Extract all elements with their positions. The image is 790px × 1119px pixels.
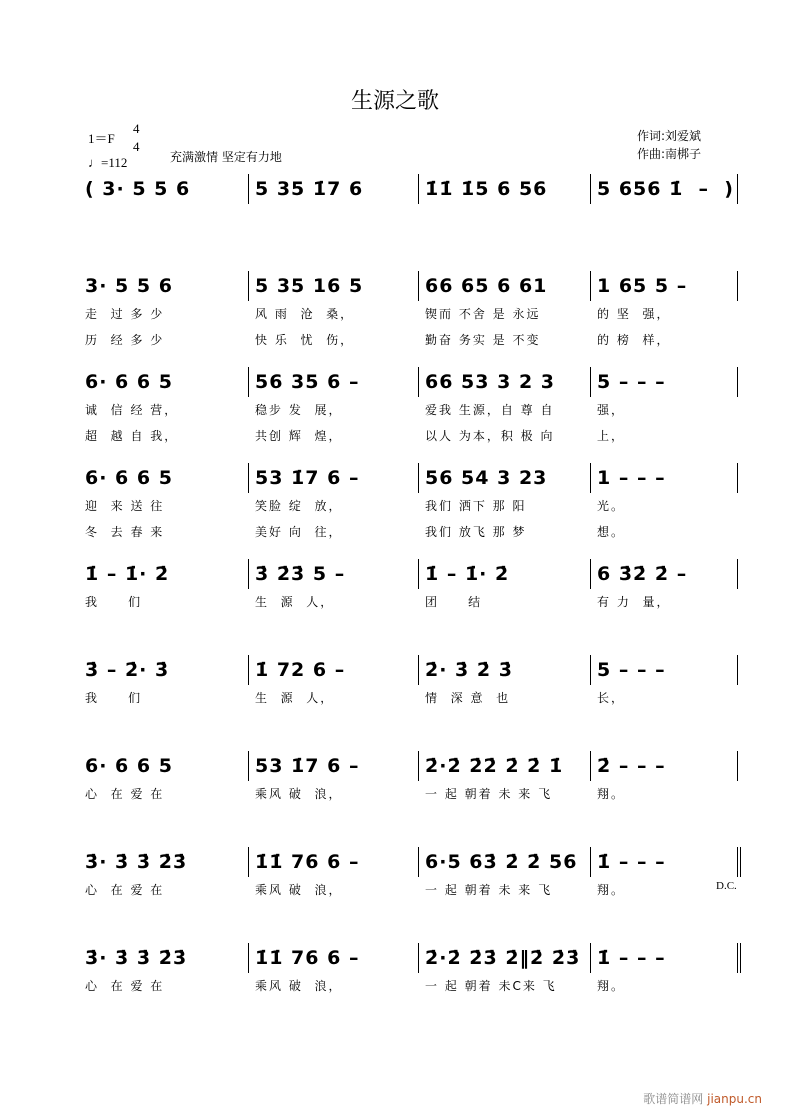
song-title: 生源之歌 — [350, 89, 439, 114]
lyric-line-1: 走 过 多 少 — [85, 307, 165, 321]
time-bottom: 4 — [133, 139, 140, 154]
barline — [737, 751, 738, 781]
barline — [418, 943, 419, 973]
lyric-line-2: 超 越 自 我， — [85, 429, 179, 443]
lyric-line-1: 有 力 量， — [597, 595, 671, 609]
measure-notes: 1̇1̇ 76 6 – — [255, 947, 360, 969]
barline — [248, 655, 249, 685]
barline — [590, 655, 591, 685]
barline — [418, 559, 419, 589]
measure-notes: 6 3̇2̇ 2̇ – — [597, 563, 688, 585]
barline — [590, 751, 591, 781]
measure-notes: 53 1̇7 6 – — [255, 467, 360, 489]
lyric-line-2: 快 乐 忧 伤， — [255, 333, 355, 347]
lyric-line-1: 乘风 破 浪， — [255, 979, 343, 993]
barline — [418, 847, 419, 877]
lyric-line-1: 一 起 朝着 未 来 飞 — [425, 787, 553, 801]
lyric-line-2: 冬 去 春 来 — [85, 525, 165, 539]
staff-row — [0, 659, 790, 751]
measure-notes: 66 53 3 2 3 — [425, 371, 556, 393]
lyric-line-1: 一 起 朝着 未C来 飞 — [425, 979, 557, 993]
measure-notes: 1̇ – 1̇· 2̇ — [85, 563, 170, 585]
lyric-line-2: 想。 — [597, 525, 626, 539]
measure-notes: 1̇ – 1̇· 2̇ — [425, 563, 510, 585]
lyric-line-1: 的 坚 强， — [597, 307, 671, 321]
lyric-line-1: 我 们 — [85, 691, 143, 705]
lyric-line-1: 翔。 — [597, 787, 626, 801]
lyric-line-1: 翔。 — [597, 979, 626, 993]
barline — [248, 751, 249, 781]
measure-notes: 5 35 1̇7 6 — [255, 178, 364, 200]
lyric-line-1: 风 雨 沧 桑， — [255, 307, 355, 321]
staff-row — [0, 467, 790, 559]
measure-notes: 56 35 6 – — [255, 371, 360, 393]
measure-notes: 1̇ – – – — [597, 851, 666, 873]
measure-notes: 5 – – – — [597, 659, 666, 681]
lyric-line-1: 乘风 破 浪， — [255, 883, 343, 897]
lyric-line-1: 我们 洒下 那 阳 — [425, 499, 527, 513]
barline — [737, 559, 738, 589]
lyric-line-1: 生 源 人， — [255, 595, 335, 609]
barline — [590, 271, 591, 301]
lyric-line-1: 强， — [597, 403, 626, 417]
lyricist-credit: 作词:刘爱斌 — [637, 129, 702, 143]
measure-notes: 5 – – – — [597, 371, 666, 393]
measure-notes: 3̇ 2̇3̇ 5 – — [255, 563, 346, 585]
measure-notes: 1̇1̇ 1̇5 6 56 — [425, 178, 548, 200]
dc-marking: D.C. — [716, 880, 737, 892]
lyric-line-1: 乘风 破 浪， — [255, 787, 343, 801]
barline — [248, 271, 249, 301]
barline — [590, 367, 591, 397]
barline — [590, 463, 591, 493]
barline — [590, 559, 591, 589]
lyric-line-2: 的 榜 样， — [597, 333, 671, 347]
barline — [590, 174, 591, 204]
staff-row — [0, 755, 790, 847]
barline — [737, 655, 738, 685]
measure-notes: 2̇· 3̇ 2̇ 3̇ — [425, 659, 513, 681]
lyric-line-1: 情 深 意 也 — [425, 691, 511, 705]
measure-notes: 3· 5 5 6 — [85, 275, 173, 297]
barline — [248, 367, 249, 397]
barline — [418, 655, 419, 685]
measure-notes: 6· 6 6 5 — [85, 371, 173, 393]
lyric-line-1: 锲而 不舍 是 永远 — [425, 307, 541, 321]
expression-marking: 充满激情 坚定有力地 — [170, 150, 282, 164]
staff-row — [0, 563, 790, 655]
staff-row — [0, 178, 790, 270]
measure-notes: 1 – – – — [597, 467, 666, 489]
lyric-line-2: 我们 放飞 那 梦 — [425, 525, 527, 539]
barline — [418, 463, 419, 493]
staff-row — [0, 851, 790, 943]
barline — [248, 559, 249, 589]
barline — [737, 174, 738, 204]
lyric-line-1: 光。 — [597, 499, 626, 513]
watermark-domain: jianpu.cn — [707, 1092, 762, 1106]
barline — [418, 271, 419, 301]
measure-notes: 6·5 63̇ 2̇ 2̇ 56 — [425, 851, 578, 873]
barline — [590, 847, 591, 877]
measure-notes: 5 656 1̇ – ) — [597, 178, 734, 200]
lyric-line-1: 长， — [597, 691, 626, 705]
composer-credit: 作曲:南梆子 — [637, 147, 702, 161]
barline — [737, 847, 741, 877]
lyric-line-2: 历 经 多 少 — [85, 333, 165, 347]
lyric-line-2: 以人 为本，积 极 向 — [425, 429, 555, 443]
staff-row — [0, 275, 790, 367]
measure-notes: 66 65 6 61 — [425, 275, 548, 297]
lyric-line-2: 上， — [597, 429, 626, 443]
measure-notes: 6· 6 6 5 — [85, 755, 173, 777]
lyric-line-1: 稳步 发 展， — [255, 403, 343, 417]
barline — [418, 174, 419, 204]
barline — [737, 943, 741, 973]
watermark — [643, 1090, 762, 1107]
measure-notes: 6· 6 6 5 — [85, 467, 173, 489]
barline — [737, 271, 738, 301]
staff-row — [0, 371, 790, 463]
measure-notes: 56 54 3 23 — [425, 467, 548, 489]
time-signature — [133, 120, 140, 156]
measure-notes: 3̇ – 2̇· 3̇ — [85, 659, 170, 681]
lyric-line-1: 生 源 人， — [255, 691, 335, 705]
lyric-line-1: 一 起 朝着 未 来 飞 — [425, 883, 553, 897]
measure-notes: 3̇· 3̇ 3̇ 2̇3̇ — [85, 947, 188, 969]
measure-notes: 2̇·2̇ 2̇3̇ 2̇‖2̇ 2̇3̇ — [425, 947, 581, 969]
measure-notes: 3̇· 3̇ 3̇ 2̇3̇ — [85, 851, 188, 873]
lyric-line-1: 诚 信 经 营， — [85, 403, 179, 417]
measure-notes: 2̇·2̇ 2̇2̇ 2̇ 2̇ 1̇ — [425, 755, 564, 777]
time-top: 4 — [133, 121, 140, 136]
lyric-line-1: 我 们 — [85, 595, 143, 609]
key-signature: 1＝F — [88, 131, 115, 146]
staff-row — [0, 947, 790, 1039]
watermark-site: 歌谱简谱网 — [643, 1092, 704, 1106]
lyric-line-1: 心 在 爱 在 — [85, 979, 165, 993]
lyric-line-2: 勤奋 务实 是 不变 — [425, 333, 541, 347]
measure-notes: ( 3· 5 5 6 — [85, 178, 191, 200]
measure-notes: 5 35 16 5 — [255, 275, 364, 297]
barline — [418, 367, 419, 397]
tempo-marking: ♩=112 — [88, 155, 128, 170]
measure-notes: 1 65 5 – — [597, 275, 688, 297]
barline — [737, 367, 738, 397]
barline — [248, 847, 249, 877]
lyric-line-2: 美好 向 往， — [255, 525, 343, 539]
measure-notes: 1̇ – – – — [597, 947, 666, 969]
barline — [590, 943, 591, 973]
measure-notes: 53 1̇7 6 – — [255, 755, 360, 777]
barline — [248, 943, 249, 973]
lyric-line-2: 共创 辉 煌， — [255, 429, 343, 443]
lyric-line-1: 翔。 — [597, 883, 626, 897]
barline — [248, 463, 249, 493]
lyric-line-1: 心 在 爱 在 — [85, 787, 165, 801]
measure-notes: 1̇ 72 6 – — [255, 659, 346, 681]
measure-notes: 2̇ – – – — [597, 755, 666, 777]
lyric-line-1: 迎 来 送 往 — [85, 499, 165, 513]
barline — [248, 174, 249, 204]
barline — [418, 751, 419, 781]
barline — [737, 463, 738, 493]
lyric-line-1: 心 在 爱 在 — [85, 883, 165, 897]
measure-notes: 1̇1̇ 76 6 – — [255, 851, 360, 873]
lyric-line-1: 爱我 生源，自 尊 自 — [425, 403, 555, 417]
lyric-line-1: 笑脸 绽 放， — [255, 499, 343, 513]
lyric-line-1: 团 结 — [425, 595, 483, 609]
